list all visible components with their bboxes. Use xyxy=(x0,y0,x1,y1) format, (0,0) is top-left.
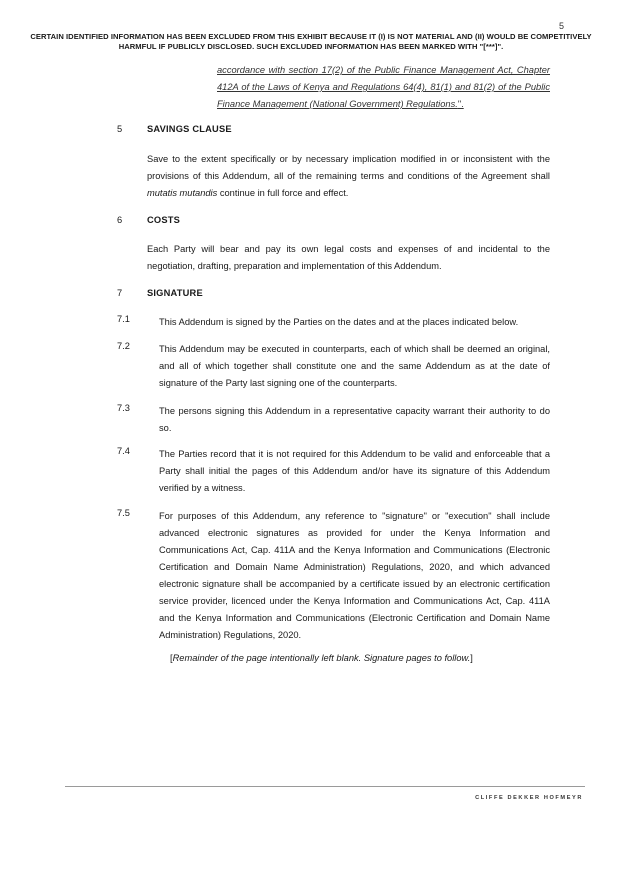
section-7-number: 7 xyxy=(117,288,123,298)
section-5-text-italic: mutatis mutandis xyxy=(147,188,218,198)
footer-divider xyxy=(65,786,585,787)
clause-7-1-text: This Addendum is signed by the Parties on the dates and at the places indicated below. xyxy=(159,317,519,327)
continued-clause xyxy=(217,62,550,113)
section-6-paragraph: Each Party will bear and pay its own legal costs and expenses of and incidental to the negotiation, drafting, preparation and implementation of this Addendum. xyxy=(147,244,550,271)
section-5-number: 5 xyxy=(117,124,123,134)
clause-7-2-number: 7.2 xyxy=(117,341,130,351)
remainder-text: Remainder of the page intentionally left blank. Signature pages to follow. xyxy=(172,653,471,663)
section-6-title: COSTS xyxy=(147,215,181,225)
page-number: 5 xyxy=(558,21,564,31)
continued-clause-closing: ". xyxy=(457,99,464,109)
clause-7-4-text: The Parties record that it is not required for this Addendum to be valid and enforceable that a Party shall initial the pages of this Addendum and/or have its signature of this Addendum verified by a witness. xyxy=(159,449,550,493)
section-5-text-before: Save to the extent specifically or by necessary implication modified in or inconsistent with the provisions of this Addendum, all of the remaining terms and conditions of the Agreement shall xyxy=(147,154,550,181)
clause-7-1-number: 7.1 xyxy=(117,314,130,324)
section-5-text-after: continue in full force and effect. xyxy=(217,188,349,198)
clause-7-4-number: 7.4 xyxy=(117,446,130,456)
redaction-disclaimer: CERTAIN IDENTIFIED INFORMATION HAS BEEN EXCLUDED FROM THIS EXHIBIT BECAUSE IT (I) IS NOT MATERIAL AND (II) WOULD BE COMPETITIVELY HARMFUL IF PUBLICLY DISCLOSED. SUCH EXCLUDED INFORMATION HAS BEEN MARKED WITH "[***]". xyxy=(30,32,592,51)
section-5-title: SAVINGS CLAUSE xyxy=(147,124,232,134)
section-6-number: 6 xyxy=(117,215,123,225)
remainder-open-bracket: [ xyxy=(170,653,173,663)
section-5-paragraph xyxy=(147,151,550,202)
section-7-title: SIGNATURE xyxy=(147,288,203,298)
clause-7-3-text: The persons signing this Addendum in a representative capacity warrant their authority to do so. xyxy=(159,406,550,433)
clause-7-5-number: 7.5 xyxy=(117,508,130,518)
clause-7-2-text: This Addendum may be executed in counterparts, each of which shall be deemed an original, and all of which together shall constitute one and the same Addendum as at the date of signature of the Party last signing one of the counterparts. xyxy=(159,344,550,388)
remainder-note xyxy=(170,653,530,663)
clause-7-3-number: 7.3 xyxy=(117,403,130,413)
footer-firm-name: CLIFFE DEKKER HOFMEYR xyxy=(475,795,583,801)
remainder-close-bracket: ] xyxy=(470,653,473,663)
clause-7-5-text: For purposes of this Addendum, any reference to "signature" or "execution" shall include advanced electronic signatures as provided for under the Kenya Information and Communications Act, Cap. 411A and the Kenya Information and Communications (Electronic Certification and Domain Name Administration) Regulations, 2020, and which advanced electronic signature shall be accompanied by a certificate issued by an electronic certification service provider, licenced under the Kenya Information and Communications Act, Cap. 411A and the Kenya Information and Communications (Electronic Certification and Domain Name Administration) Regulations, 2020. xyxy=(159,511,550,640)
continued-clause-text: accordance with section 17(2) of the Public Finance Management Act, Chapter 412A of the Laws of Kenya and Regulations 64(4), 81(1) and 81(2) of the Public Finance Management (National Government) Regulations. xyxy=(217,65,550,109)
